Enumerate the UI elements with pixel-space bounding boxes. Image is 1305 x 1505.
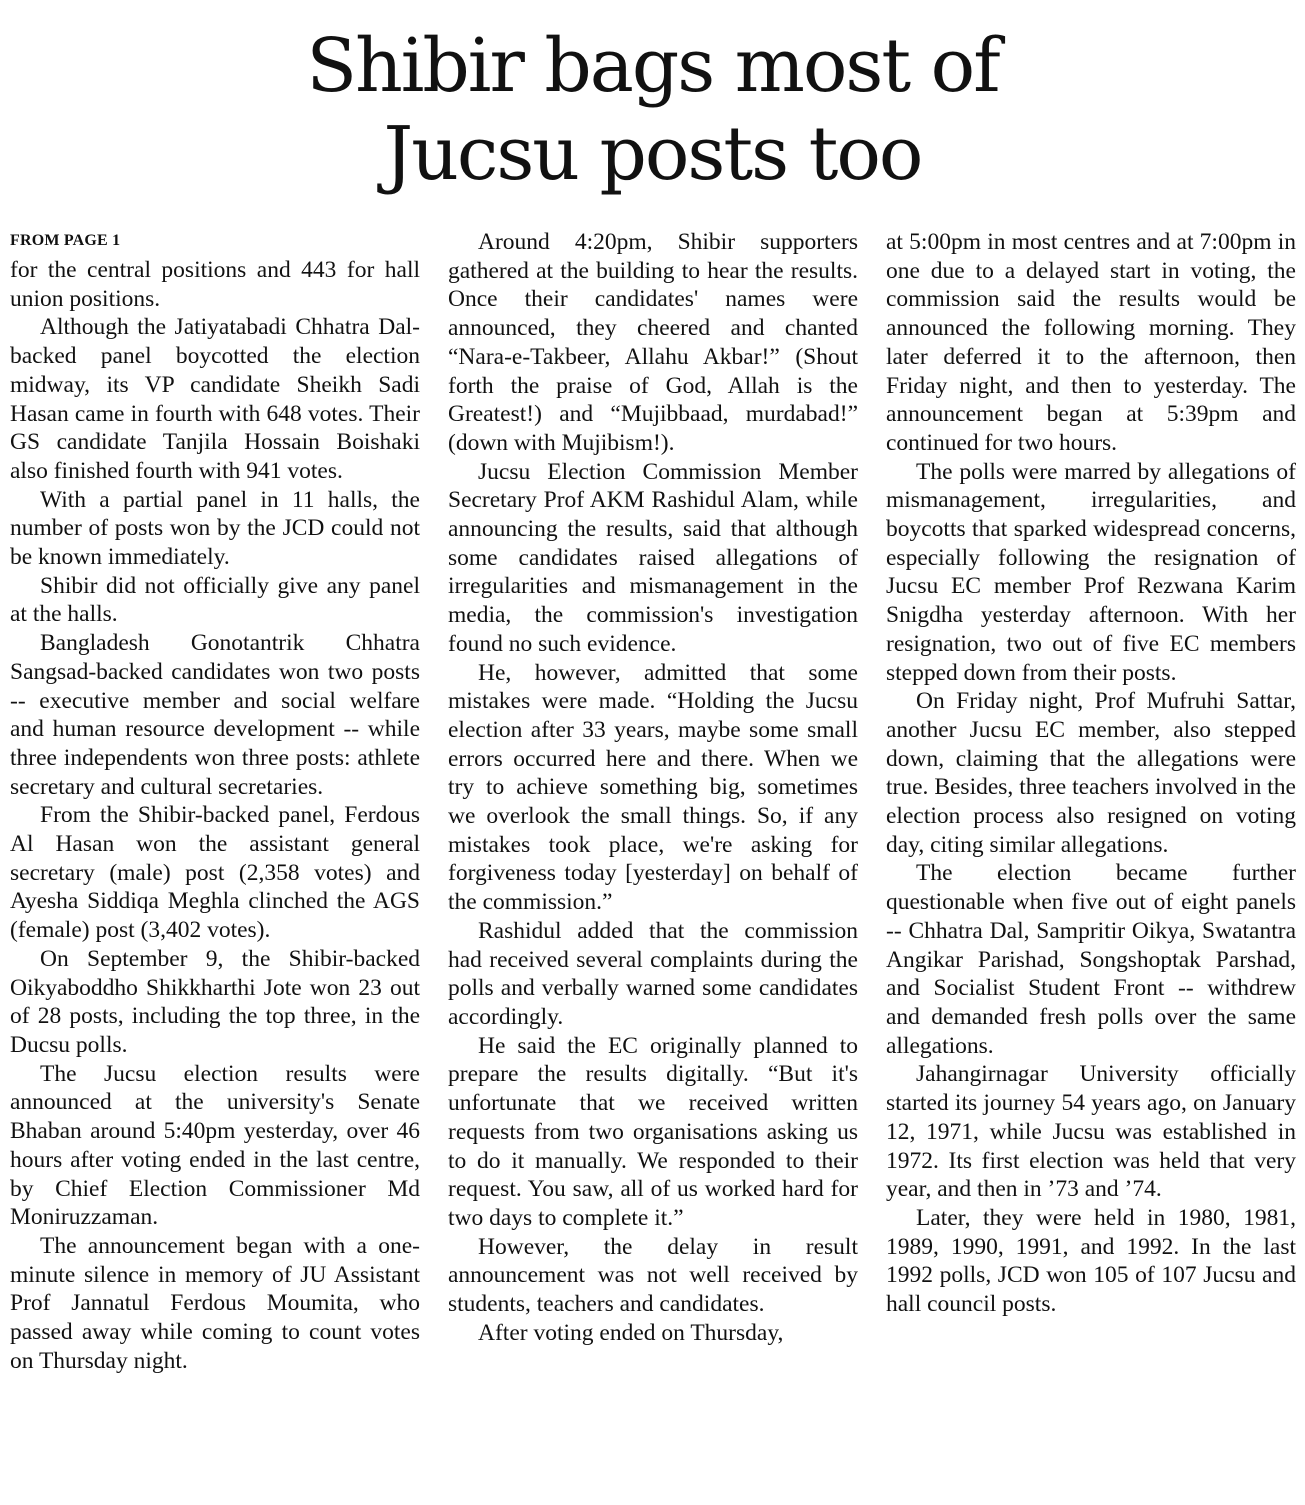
paragraph: for the central positions and 443 for hall union positions. [10,257,420,312]
paragraph: He said the EC originally planned to prepare the results digitally. “But it's unfortunate that we received written requests from two organisations asking us to do it manually. We responded to their request. You saw, all of us worked hard for two days to complete it.” [448,1032,858,1231]
article-column-1 [10,228,420,1375]
paragraph: Jucsu Election Commission Member Secretary Prof AKM Rashidul Alam, while announcing the results, said that although some candidates raised allegations of irregularities and mismanagement in the media, the commission's investigation found no such evidence. [448,458,858,657]
paragraph: The polls were marred by allegations of mismanagement, irregularities, and boycotts that sparked widespread concerns, especially following the resignation of Jucsu EC member Prof Rezwana Karim Snigdha yesterday afternoon. With her resignation, two out of five EC members stepped down from their posts. [886,458,1296,686]
paragraph: The Jucsu election results were announced at the university's Senate Bhaban around 5:40pm yesterday, over 46 hours after voting ended in the last centre, by Chief Election Commissioner Md Moniruzzaman. [10,1060,420,1231]
paragraph: Although the Jatiyatabadi Chhatra Dal-backed panel boycotted the election midway, its VP candidate Sheikh Sadi Hasan came in fourth with 648 votes. Their GS candidate Tanjila Hossain Boishaki also finished fourth with 941 votes. [10,314,420,484]
paragraph: at 5:00pm in most centres and at 7:00pm in one due to a delayed start in voting, the commission said the results would be announced the following morning. They later deferred it to the afternoon, then Friday night, and then to yesterday. The announcement began at 5:39pm and continued for two hours. [886,229,1296,456]
paragraph: The announcement began with a one-minute silence in memory of JU Assistant Prof Jannatul Ferdous Moumita, who passed away while coming to count votes on Thursday night. [10,1232,420,1374]
article-column-2 [448,228,858,1347]
headline [0,22,1305,198]
paragraph: On September 9, the Shibir-backed Oikyaboddho Shikkharthi Jote won 23 out of 28 posts, including the top three, in the Ducsu polls. [10,945,420,1058]
paragraph: Bangladesh Gonotantrik Chhatra Sangsad-backed candidates won two posts -- executive member and social welfare and human resource development -- while three independents won three posts: athlete secretary and cultural secretaries. [10,630,420,800]
paragraph: The election became further questionable when five out of eight panels -- Chhatra Dal, Sampritir Oikya, Swatantra Angikar Parishad, Songshoptak Parshad, and Socialist Student Front -- withdrew and demanded fresh polls over the same allegations. [886,860,1296,1059]
paragraph: With a partial panel in 11 halls, the number of posts won by the JCD could not be known immediately. [10,486,420,571]
paragraph: From the Shibir-backed panel, Ferdous Al Hasan won the assistant general secretary (male) post (2,358 votes) and Ayesha Siddiqa Meghla clinched the AGS (female) post (3,402 votes). [10,802,420,944]
continuation-kicker: FROM PAGE 1 [10,232,121,249]
headline-line-1: Shibir bags most of [306,23,999,109]
paragraph: Later, they were held in 1980, 1981, 1989, 1990, 1991, and 1992. In the last 1992 polls, JCD won 105 of 107 Jucsu and hall council posts. [886,1204,1296,1318]
paragraph: However, the delay in result announcement was not well received by students, teachers and candidates. [448,1233,858,1318]
paragraph: Rashidul added that the commission had received several complaints during the polls and verbally warned some candidates accordingly. [448,917,858,1030]
headline-line-2: Jucsu posts too [383,111,922,197]
paragraph: Around 4:20pm, Shibir supporters gathered at the building to hear the results. Once their candidates' names were announced, they cheered and chanted “Nara-e-Takbeer, Allahu Akbar!” (Shout forth the praise of God, Allah is the Greatest!) and “Mujibbaad, murdabad!” (down with Mujibism!). [448,229,858,456]
paragraph: Shibir did not officially give any panel at the halls. [10,572,420,628]
paragraph: After voting ended on Thursday, [478,1319,784,1346]
paragraph: On Friday night, Prof Mufruhi Sattar, another Jucsu EC member, also stepped down, claiming that the allegations were true. Besides, three teachers involved in the election process also resigned on voting day, citing similar allegations. [886,688,1296,858]
paragraph: Jahangirnagar University officially started its journey 54 years ago, on January 12, 1971, while Jucsu was established in 1972. Its first election was held that very year, and then in ’73 and ’74. [886,1061,1296,1203]
paragraph: He, however, admitted that some mistakes were made. “Holding the Jucsu election after 33 years, maybe some small errors occurred here and there. When we try to achieve something big, sometimes we overlook the small things. So, if any mistakes took place, we're asking for forgiveness today [yesterday] on behalf of the commission.” [448,659,858,916]
article-column-3 [886,228,1296,1319]
